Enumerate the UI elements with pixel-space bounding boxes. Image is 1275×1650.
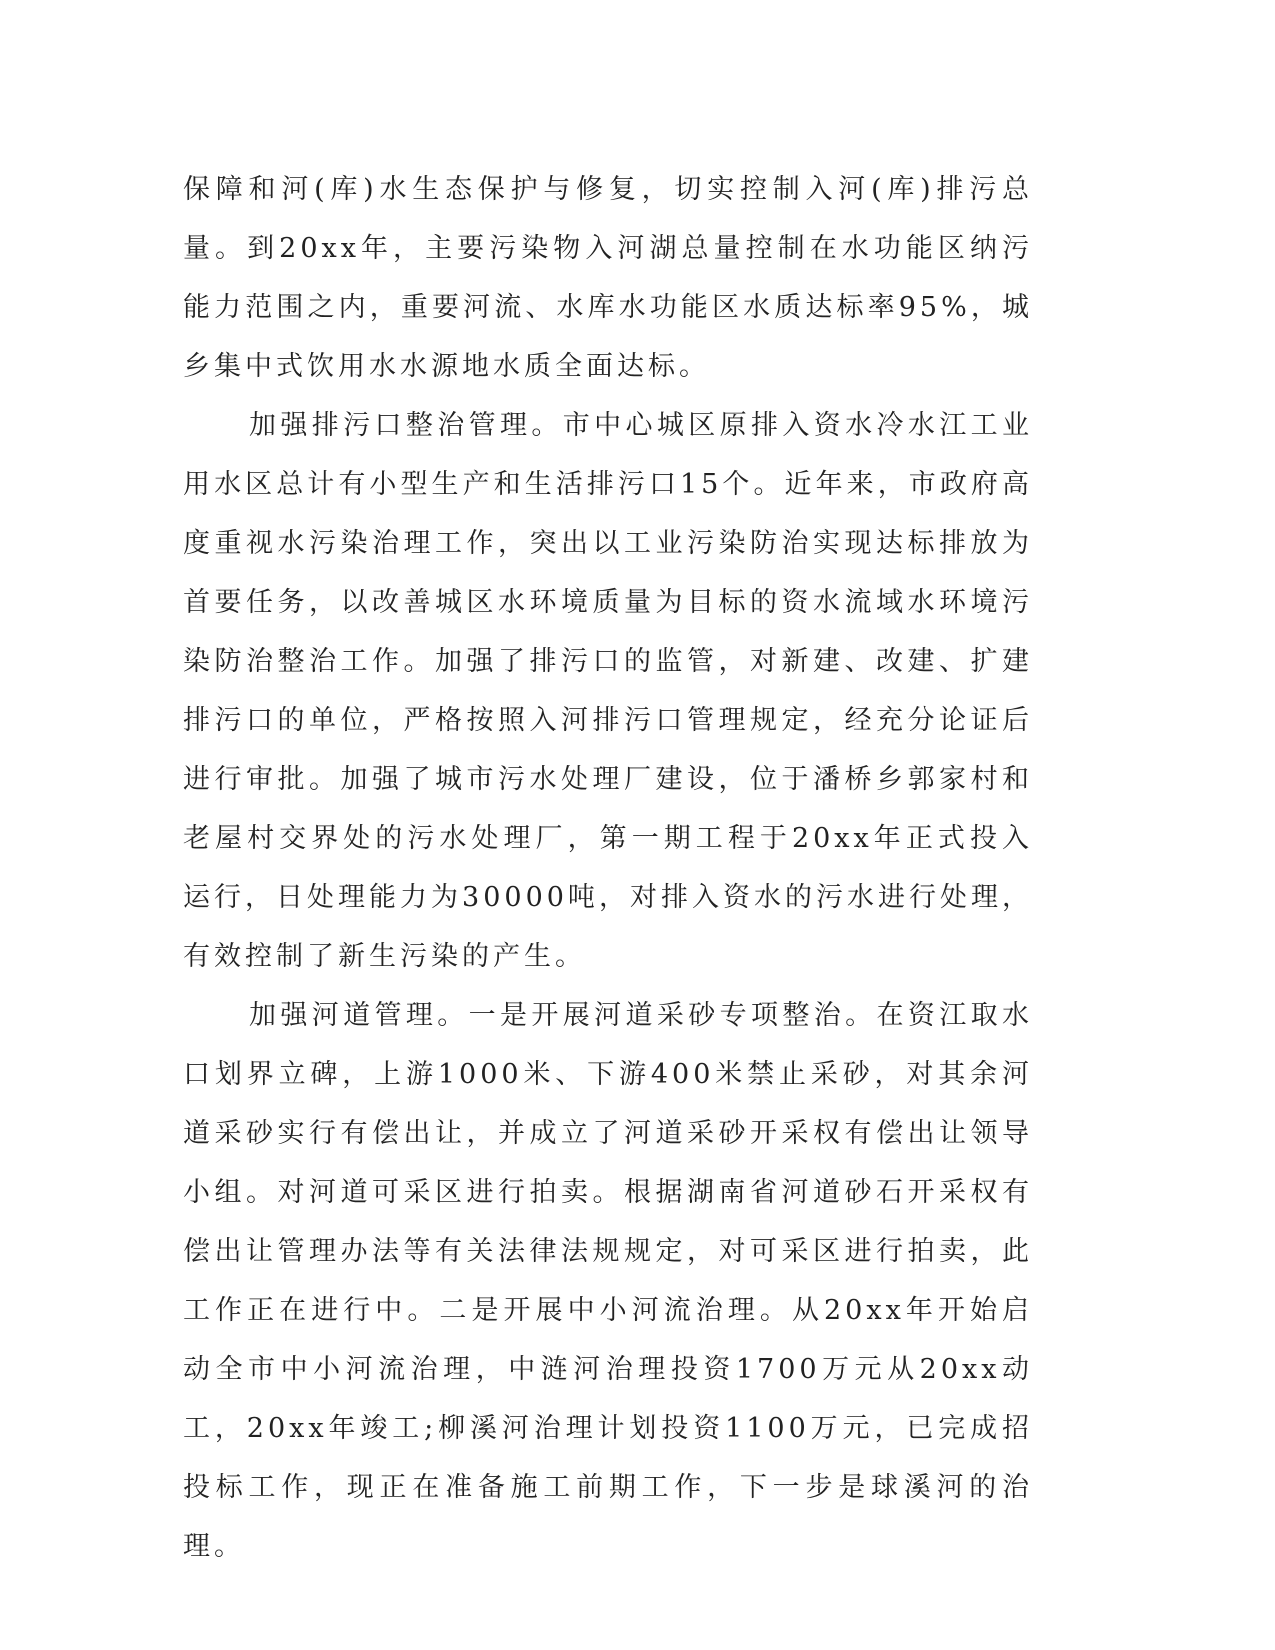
document-body (183, 160, 1033, 1576)
paragraph-1: 保障和河(库)水生态保护与修复，切实控制入河(库)排污总量。到20xx年，主要污染物入河湖总量控制在水功能区纳污能力范围之内，重要河流、水库水功能区水质达标率95%，城乡集中式饮用水水源地水质全面达标。 (183, 174, 1033, 382)
paragraph-3: 加强河道管理。一是开展河道采砂专项整治。在资江取水口划界立碑，上游1000米、下游400米禁止采砂，对其余河道采砂实行有偿出让，并成立了河道采砂开采权有偿出让领导小组。对河道可采区进行拍卖。根据湖南省河道砂石开采权有偿出让管理办法等有关法律法规规定，对可采区进行拍卖，此工作正在进行中。二是开展中小河流治理。从20xx年开始启动全市中小河流治理，中涟河治理投资1700万元从20xx动工，20xx年竣工;柳溪河治理计划投资1100万元，已完成招投标工作，现正在准备施工前期工作，下一步是球溪河的治理。 (183, 1000, 1033, 1562)
paragraph-2: 加强排污口整治管理。市中心城区原排入资水冷水江工业用水区总计有小型生产和生活排污口15个。近年来，市政府高度重视水污染治理工作，突出以工业污染防治实现达标排放为首要任务，以改善城区水环境质量为目标的资水流域水环境污染防治整治工作。加强了排污口的监管，对新建、改建、扩建排污口的单位，严格按照入河排污口管理规定，经充分论证后进行审批。加强了城市污水处理厂建设，位于潘桥乡郭家村和老屋村交界处的污水处理厂，第一期工程于20xx年正式投入运行，日处理能力为30000吨，对排入资水的污水进行处理，有效控制了新生污染的产生。 (183, 410, 1033, 972)
